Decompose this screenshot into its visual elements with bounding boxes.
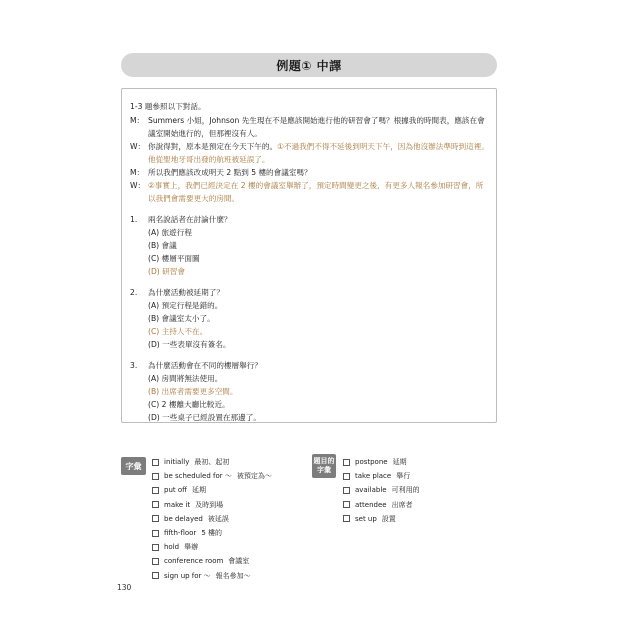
question-list — [130, 213, 490, 424]
section-header — [121, 53, 497, 77]
vocab-meaning: 延期 — [191, 486, 206, 495]
checkbox-icon — [152, 530, 159, 537]
question-text: 兩名說話者在討論什麼？ — [148, 215, 232, 224]
question-block — [130, 213, 490, 278]
question-vocabulary-list — [343, 455, 503, 526]
checkbox-icon — [152, 515, 159, 522]
correct-option: (B) 出席者需要更多空間。 — [148, 387, 238, 396]
dialogue-line — [130, 166, 490, 179]
vocab-meaning: 被預定為～ — [236, 472, 272, 481]
speaker-label: W： — [130, 181, 146, 190]
vocab-item — [343, 483, 503, 497]
answer-option: (C) 樓層平面圖 — [148, 254, 200, 263]
vocab-meaning: 會議室 — [228, 557, 250, 566]
question-stem — [130, 213, 490, 226]
checkbox-icon — [152, 572, 159, 579]
answer-option: (D) 一些表單沒有簽名。 — [148, 340, 231, 349]
correct-option: (D) 研習會 — [148, 267, 185, 276]
vocab-word: set up — [355, 514, 377, 523]
translation-box — [121, 88, 497, 423]
dialogue-text — [148, 179, 490, 205]
checkbox-icon — [343, 487, 350, 494]
dialogue-line — [130, 114, 490, 140]
section-title: 例題① 中譯 — [276, 58, 342, 73]
tag-line-2: 字彙 — [317, 466, 331, 474]
vocab-meaning: 舉辦 — [184, 543, 199, 552]
question-number: 1. — [130, 215, 138, 224]
vocab-word: available — [355, 486, 387, 495]
vocab-item — [343, 512, 503, 526]
answer-clue: ①不過我們不得不延後到明天下午，因為他沒辦法準時到這裡。他從聖地牙哥出發的航班被延誤了。 — [148, 142, 489, 164]
dialogue-segment: 所以我們應該改成明天 2 點到 5 樓的會議室嗎？ — [148, 168, 312, 177]
correct-option: (C) 主持人不在。 — [148, 327, 208, 336]
speaker-label: W： — [130, 142, 146, 151]
answer-option: (A) 旅遊行程 — [148, 228, 192, 237]
question-text: 為什麼活動會在不同的樓層舉行？ — [148, 361, 262, 370]
vocab-item — [152, 498, 312, 512]
vocab-item — [152, 483, 312, 497]
dialogue-text — [148, 114, 490, 140]
answer-option: (A) 預定行程是錯的。 — [148, 301, 223, 310]
vocab-item — [343, 498, 503, 512]
vocab-item — [152, 569, 312, 583]
vocab-meaning: 5 樓的 — [201, 529, 222, 538]
translation-content — [130, 100, 490, 424]
answer-option: (B) 會議室太小了。 — [148, 314, 215, 323]
checkbox-icon — [152, 501, 159, 508]
vocab-meaning: 出席者 — [391, 500, 413, 509]
vocab-item — [152, 554, 312, 568]
vocab-item — [343, 455, 503, 469]
dialogue-text — [148, 140, 490, 166]
checkbox-icon — [152, 558, 159, 565]
vocab-meaning: 被延誤 — [207, 514, 229, 523]
dialogue-line — [130, 179, 490, 205]
question-block — [130, 286, 490, 351]
vocab-item — [152, 455, 312, 469]
question-number: 2. — [130, 288, 138, 297]
dialogue-segment: Summers 小姐，Johnson 先生現在不是應該開始進行他的研習會了嗎？根據我的時間表，應該在會議室開始進行的，但那裡沒有人。 — [148, 116, 485, 138]
checkbox-icon — [152, 544, 159, 551]
vocab-word: initially — [164, 458, 190, 467]
dialogue-line — [130, 140, 490, 166]
speaker-label: M： — [130, 116, 145, 125]
vocab-item — [152, 469, 312, 483]
vocab-meaning: 設置 — [381, 514, 396, 523]
vocab-word: postpone — [355, 458, 388, 467]
checkbox-icon — [152, 487, 159, 494]
answer-clue: ②事實上，我們已經決定在 2 樓的會議室舉辦了，預定時間變更之後，有更多人報名參加研習會，所以我們會需要更大的房間。 — [148, 181, 484, 203]
checkbox-icon — [152, 459, 159, 466]
page-number: 130 — [117, 583, 132, 592]
vocab-item — [152, 540, 312, 554]
passage-intro: 1-3 題參照以下對話。 — [130, 102, 206, 111]
answer-option: (A) 房間將無法使用。 — [148, 374, 223, 383]
vocab-item — [152, 512, 312, 526]
vocab-word: conference room — [164, 557, 224, 566]
speaker-label: M： — [130, 168, 145, 177]
question-stem — [130, 359, 490, 372]
checkbox-icon — [343, 515, 350, 522]
vocab-word: fifth-floor — [164, 529, 197, 538]
question-text: 為什麼活動被延期了？ — [148, 288, 224, 297]
question-block — [130, 359, 490, 424]
checkbox-icon — [152, 473, 159, 480]
vocab-meaning: 報名參加～ — [215, 571, 251, 580]
vocab-word: put off — [164, 486, 187, 495]
vocab-meaning: 延期 — [392, 458, 407, 467]
vocab-word: make it — [164, 500, 191, 509]
dialogue-text — [148, 166, 490, 179]
answer-option: (C) 2 樓離大廳比較近。 — [148, 400, 230, 409]
dialogue-segment: 你說得對，原本是預定在今天下午的。 — [148, 142, 278, 151]
vocab-word: take place — [355, 472, 392, 481]
vocabulary-tag: 字彙 — [121, 457, 146, 475]
question-number: 3. — [130, 361, 138, 370]
vocab-word: be scheduled for ～ — [164, 472, 232, 481]
vocab-word: sign up for ～ — [164, 571, 211, 580]
dialogue — [130, 114, 490, 205]
vocab-meaning: 最初、起初 — [194, 458, 230, 467]
question-stem — [130, 286, 490, 299]
vocab-meaning: 及時到場 — [195, 500, 224, 509]
vocab-meaning: 可利用的 — [391, 486, 420, 495]
vocab-item — [343, 469, 503, 483]
answer-option: (B) 會議 — [148, 241, 177, 250]
vocabulary-list — [152, 455, 312, 583]
vocab-word: attendee — [355, 500, 387, 509]
tag-line-1: 題目的 — [313, 457, 335, 465]
question-vocabulary-tag — [312, 454, 336, 478]
vocab-word: hold — [164, 543, 180, 552]
answer-option: (D) 一些桌子已經設置在那邊了。 — [148, 413, 261, 422]
vocab-meaning: 舉行 — [396, 472, 411, 481]
checkbox-icon — [343, 501, 350, 508]
vocab-item — [152, 526, 312, 540]
checkbox-icon — [343, 473, 350, 480]
vocab-word: be delayed — [164, 514, 203, 523]
checkbox-icon — [343, 459, 350, 466]
